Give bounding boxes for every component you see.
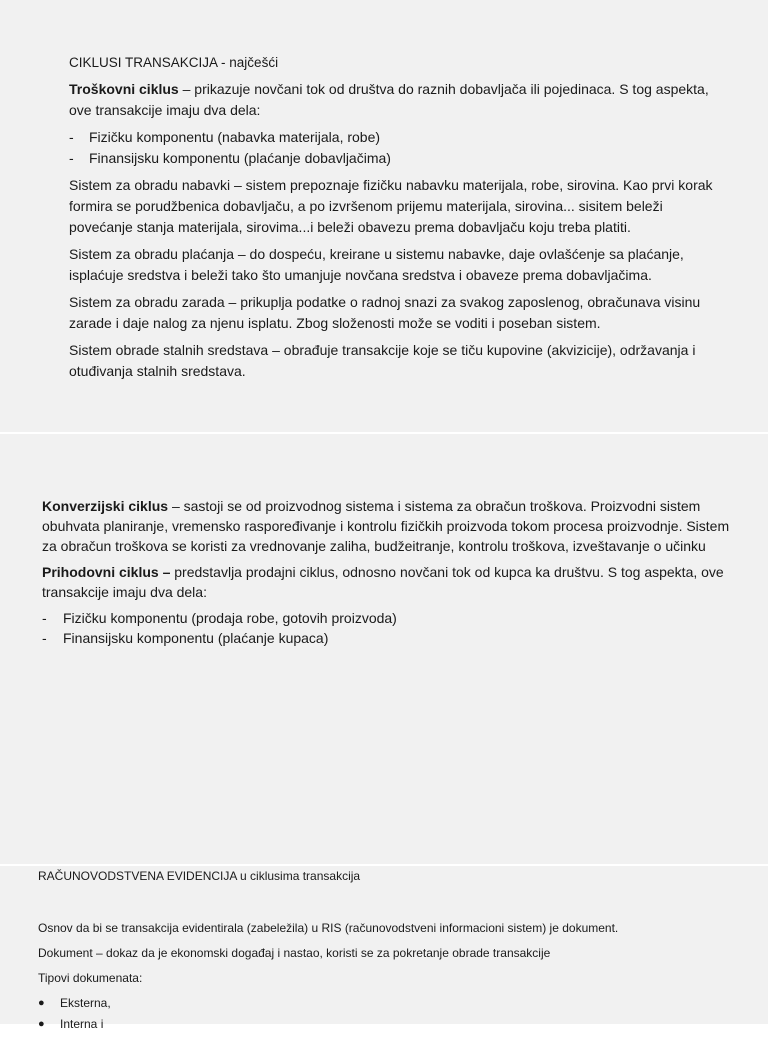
bullet-dot: ● [38,997,45,1009]
list-item-text: Finansijsku komponentu (plaćanje dobavljačima) [89,150,391,166]
dash-marker: - [42,630,47,646]
list-item [38,1016,338,1033]
troskovni-ciklus-paragraph [69,79,719,121]
konverzijski-ciklus-text: – sastoji se od proizvodnog sistema i sistema za obračun troškova. Proizvodni sistem obuhvata planiranje, vremensko raspoređivanje i kontrolu fizičkih proizvoda tokom procesa proizvodnje. Sistem za obračun troškova se koristi za vrednovanje zaliha, budžeitranje, kontrolu troškova, izveštavanje o učinku [42,498,730,554]
troskovni-components-list [69,127,719,169]
list-item [42,608,742,628]
prihodovni-ciklus-paragraph [42,562,742,602]
prihodovni-components-list [42,608,742,648]
dokument-definicija-paragraph: Dokument – dokaz da je ekonomski događaj i nastao, koristi se za pokretanje obrade transakcije [38,946,551,960]
placanja-paragraph: Sistem za obradu plaćanja – do dospeću, kreirane u sistemu nabavke, daje ovlašćenje sa plaćanje, isplaćuje sredstva i beleži tako što umanjuje novčana sredstva i obaveze prema dobavljačima. [69,246,684,283]
dash-marker: - [42,610,47,626]
slide-1 [0,0,768,432]
troskovni-ciklus-text: – prikazuje novčani tok od društva do raznih dobavljača ili pojedinaca. S tog aspekta, ove transakcije imaju dva dela: [69,81,709,118]
list-item-text: Fizičku komponentu (prodaja robe, gotovih proizvoda) [63,610,397,626]
list-item [69,127,719,148]
tipovi-dokumenata-list [38,995,338,1037]
slide-2 [0,434,768,864]
dash-marker: - [69,150,74,166]
list-item [42,628,742,648]
list-item [69,148,719,169]
slide-3 [0,866,768,1031]
slide-1-title: CIKLUSI TRANSAKCIJA - najčešći [69,55,279,70]
nabavke-paragraph: Sistem za obradu nabavki – sistem prepoznaje fizičku nabavku materijala, robe, sirovina. Kao prvi korak formira se porudžbenica dobavljaču, a po izvršenom prijemu materijala, sirovina... sisitem beleži povećanje stanja materijala, sirovima...i beleži obavezu prema dobavljaču koju treba platiti. [69,177,713,235]
prihodovni-ciklus-term: Prihodovni ciklus – [42,564,171,580]
troskovni-ciklus-term: Troškovni ciklus [69,81,179,97]
slide-1-content [69,52,719,388]
bullet-dot: ● [38,1018,45,1030]
stalna-sredstva-paragraph: Sistem obrade stalnih sredstava – obrađuje transakcije koje se tiču kupovine (akvizicije), održavanja i otuđivanja stalnih sredstava. [69,342,696,379]
list-item-text: Fizičku komponentu (nabavka materijala, robe) [89,129,381,145]
prihodovni-ciklus-text: predstavlja prodajni ciklus, odnosno novčani tok od kupca ka društvu. S tog aspekta, ove transakcije imaju dva dela: [42,564,724,600]
konverzijski-ciklus-term: Konverzijski ciklus [42,498,169,514]
list-item-text: Finansijsku komponentu (plaćanje kupaca) [63,630,329,646]
tipovi-dokumenata-heading: Tipovi dokumenata: [38,971,143,985]
dokument-osnov-paragraph: Osnov da bi se transakcija evidentirala (zabeležila) u RIS (računovodstveni informacioni sistem) je dokument. [38,921,619,935]
list-item-text: Eksterna, [60,996,111,1010]
dash-marker: - [69,129,74,145]
list-item-text: Interna i [60,1017,104,1031]
list-item [38,995,338,1012]
slide-2-content [42,496,742,654]
zarada-paragraph: Sistem za obradu zarada – prikuplja podatke o radnoj snazi za svakog zaposlenog, obračunava visinu zarade i daje nalog za njenu isplatu. Zbog složenosti može se voditi i poseban sistem. [69,294,701,331]
konverzijski-ciklus-paragraph [42,496,742,556]
slide-3-title: RAČUNOVODSTVENA EVIDENCIJA u ciklusima transakcija [38,869,361,883]
